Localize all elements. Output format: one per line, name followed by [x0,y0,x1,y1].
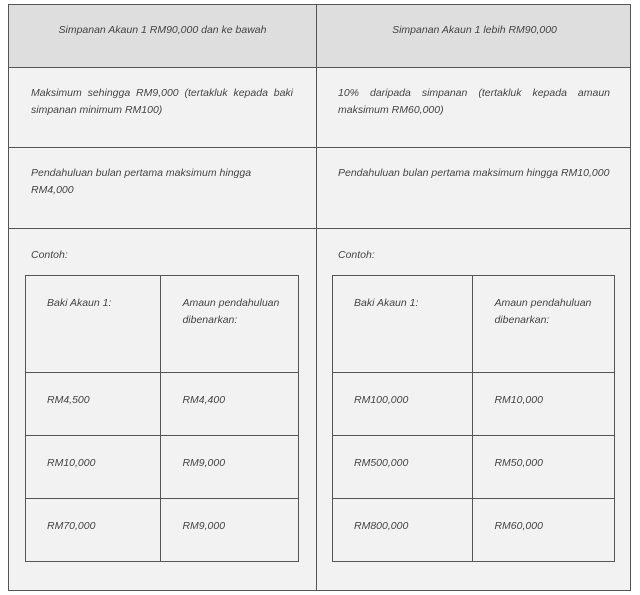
cell-amount: RM10,000 [473,373,615,436]
col-header-balance: Baki Akaun 1: [333,276,473,373]
table-row [26,276,299,373]
col-header-amount: Amaun pendahuluan dibenarkan: [161,276,299,373]
column-divider [316,5,317,590]
cell-amount: RM50,000 [473,436,615,499]
col-header-balance: Baki Akaun 1: [26,276,161,373]
first-month-left: Pendahuluan bulan pertama maksimum hingga RM4,000 [31,167,252,196]
table-row [26,499,299,562]
header-right: Simpanan Akaun 1 lebih RM90,000 [392,24,557,36]
row-divider [9,67,630,68]
maximum-right: 10% daripada simpanan (tertakluk kepada amaun maksimum RM60,000) [338,87,610,116]
table-row [26,436,299,499]
table-row [333,436,615,499]
cell-balance: RM10,000 [26,436,161,499]
cell-balance: RM800,000 [333,499,473,562]
withdrawal-comparison-table [8,4,631,591]
cell-balance: RM4,500 [26,373,161,436]
table-row [333,276,615,373]
table-row [333,373,615,436]
cell-amount: RM60,000 [473,499,615,562]
cell-amount: RM9,000 [161,499,299,562]
cell-balance: RM100,000 [333,373,473,436]
col-header-amount: Amaun pendahuluan dibenarkan: [473,276,615,373]
example-label-left: Contoh: [31,249,68,261]
header-left: Simpanan Akaun 1 RM90,000 dan ke bawah [58,24,267,36]
row-divider [9,147,630,148]
first-month-right: Pendahuluan bulan pertama maksimum hingga RM10,000 [338,167,610,179]
cell-amount: RM9,000 [161,436,299,499]
table-row [26,373,299,436]
example-label-right: Contoh: [338,249,375,261]
cell-amount: RM4,400 [161,373,299,436]
maximum-left: Maksimum sehingga RM9,000 (tertakluk kepada baki simpanan minimum RM100) [31,87,293,116]
example-table-right [332,275,615,562]
example-table-left [25,275,299,562]
table-row [333,499,615,562]
row-divider [9,228,630,229]
cell-balance: RM500,000 [333,436,473,499]
cell-balance: RM70,000 [26,499,161,562]
